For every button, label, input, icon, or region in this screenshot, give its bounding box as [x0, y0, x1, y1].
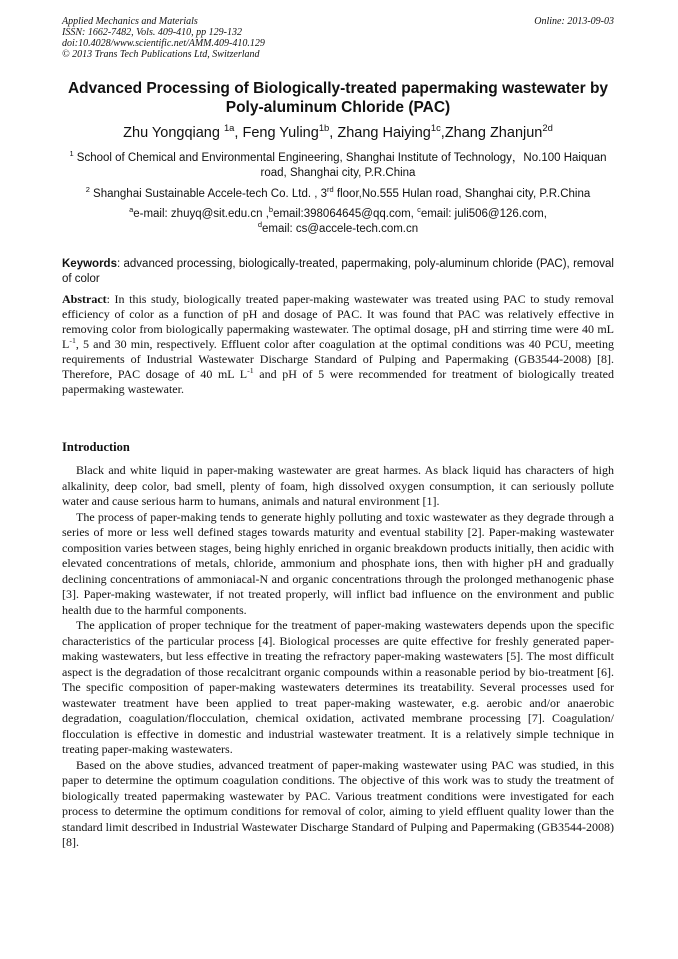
- email-block: [62, 207, 614, 237]
- online-date: Online: 2013-09-03: [534, 16, 614, 27]
- author-affiliation-mark: 1a: [223, 122, 235, 134]
- paragraph: The process of paper-making tends to generate highly polluting and toxic wastewater as they degrade through a series of more or less well defined stages towards maturity and eventual stability [2]. Paper-making wastewater composition varies between stages, being highly enriched in organic breakdown products initially, then acidic with elevated concentrations of metals, chloride, ammonium and phosphate ions, then with higher pH and gradually declining concentrations of ammoniacal-N and organic concentrations through the prolonged methanogenic phase [3]. Paper-making wastewater, if not treated properly, will inflict bad influence on the environment and public health due to the harmful components.: [62, 509, 614, 617]
- doi-line: doi:10.4028/www.scientific.net/AMM.409-410.129: [62, 38, 265, 49]
- author-name: Zhu Yongqiang: [123, 125, 224, 141]
- author-affiliation-mark: 1c: [430, 122, 441, 134]
- author-separator: ,: [440, 125, 445, 141]
- email-text: e-mail: zhuyq@sit.edu.cn ,: [133, 208, 269, 220]
- affiliation-text: Shanghai Sustainable Accele-tech Co. Ltd. , 3: [89, 188, 328, 200]
- author-name: Zhang Zhanjun: [444, 125, 543, 141]
- keywords-text: : advanced processing, biologically-treated, papermaking, poly-aluminum chloride (PAC), removal of color: [62, 258, 614, 285]
- journal-header: [62, 16, 614, 60]
- author-separator: ,: [234, 125, 243, 141]
- email-text: email: juli506@126.com,: [420, 208, 547, 220]
- affiliation-text: floor,No.555 Hulan road, Shanghai city, P.R.China: [333, 188, 591, 200]
- author-affiliation-mark: 2d: [542, 122, 553, 134]
- abstract-text: , 5 and 30 min, respectively. Effluent color after coagulation at the optimal conditions was 40 PCU, meeting requirements of Industrial Wastewater Discharge Standard of Pulping and Papermaking (GB3544-2008) [8]. Therefore, PAC dosage of 40 mL L: [62, 337, 614, 381]
- email-text: email: cs@accele-tech.com.cn: [262, 223, 419, 235]
- copyright-line: © 2013 Trans Tech Publications Ltd, Switzerland: [62, 49, 260, 60]
- email-mark: d: [257, 220, 263, 230]
- issn-line: ISSN: 1662-7482, Vols. 409-410, pp 129-132: [62, 27, 242, 38]
- author-name: Feng Yuling: [242, 125, 319, 141]
- paragraph: Black and white liquid in paper-making wastewater are great harmes. As black liquid has characters of high alkalinity, deep color, bad smell, plenty of foam, high dissolved oxygen consumption, it can seriously pollute water and cause serious harm to humans, animals and natural environment [1].: [62, 463, 614, 508]
- paragraph: Based on the above studies, advanced treatment of paper-making wastewater using PAC was studied, in this paper to determine the optimum coagulation conditions. The objective of this work was to study the treatment of biologically treated papermaking wastewater by PAC. Various treatment conditions were investigated for each process to determine the optimum conditions for removal of color, aiming to yield effluent quality lower than the standard limit described in Industrial Wastewater Discharge Standard of Pulping and Papermaking (GB3544-2008) [8].: [62, 757, 614, 849]
- abstract-text: : In this study, biologically treated paper-making wastewater was treated using PAC to study removal efficiency of color as a function of pH and dosage of PAC. It was found that PAC was relatively effective in removing color from biologically papermaking wastewater. The optimal dosage, pH and stirring time were 40 mL L: [62, 292, 614, 351]
- author-affiliation-mark: 1b: [318, 122, 330, 134]
- affiliation-number: 1: [69, 149, 74, 159]
- ordinal-suffix: rd: [327, 185, 334, 195]
- author-name: Zhang Haiying: [337, 125, 431, 141]
- affiliation-1: [62, 151, 614, 181]
- journal-name: Applied Mechanics and Materials: [62, 16, 198, 27]
- introduction-body: [62, 463, 614, 851]
- keywords-label: Keywords: [62, 258, 117, 270]
- affiliation-number: 2: [85, 185, 90, 195]
- abstract: [62, 292, 614, 397]
- affiliation-2: [62, 187, 614, 202]
- paper-title: Advanced Processing of Biologically-treated papermaking wastewater by Poly-aluminum Chloride (PAC): [67, 80, 609, 116]
- email-mark: a: [129, 205, 134, 215]
- email-mark: b: [268, 205, 274, 215]
- abstract-text: and pH of 5 were recommended for treatment of biologically treated papermaking wastewater.: [62, 367, 615, 396]
- unit-exponent: -1: [69, 336, 76, 345]
- abstract-label: Abstract: [62, 292, 107, 306]
- affiliation-text: School of Chemical and Environmental Engineering, Shanghai Institute of Technology，No.100 Haiquan road, Shanghai city, P.R.China: [73, 152, 607, 179]
- email-text: email:398064645@qq.com,: [273, 208, 418, 220]
- keywords: [62, 257, 614, 287]
- author-separator: ,: [329, 125, 338, 141]
- email-mark: c: [417, 205, 421, 215]
- unit-exponent: -1: [247, 366, 254, 375]
- author-list: [62, 124, 614, 142]
- introduction-heading: Introduction: [62, 440, 130, 454]
- paragraph: The application of proper technique for the treatment of paper-making wastewaters depends upon the specific characteristics of the particular process [4]. Biological processes are quite effective for freshly generated paper-making wastewaters, but less effective in treating the refractory paper-making wastewaters [5]. The most difficult aspect is the degradation of those recalcitrant organic compounds within a reasonable period by bio-treatment [6]. The specific composition of paper-making wastewaters determines its treatability. Several processes used for wastewater treatment have been applied to treat paper-making wastewater, e.g. aerobic and/or anaerobic degradation, coagulation/flocculation, chemical oxidation, activated membrane processing [7]. Coagulation/ flocculation is effective in domestic and industrial wastewater treatment. It is a relatively simple technique in treating paper-making wastewaters.: [62, 618, 614, 756]
